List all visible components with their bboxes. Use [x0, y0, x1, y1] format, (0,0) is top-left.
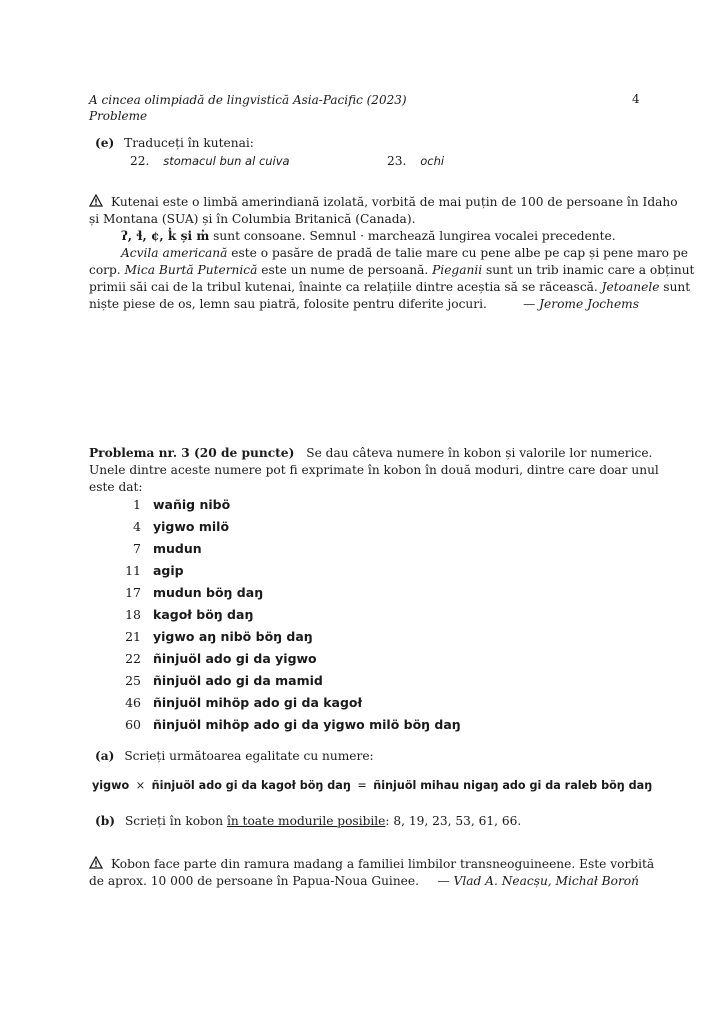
times-sign: ×: [135, 779, 146, 792]
intro-line: este dat:: [89, 480, 143, 494]
kobon-word: ñinjuöl ado gi da mamid: [153, 673, 323, 688]
equation-term: ñinjuöl ado gi da kagoł böŋ daŋ: [151, 779, 351, 792]
number-value: 18: [125, 607, 141, 622]
author-credit: — Jerome Jochems: [523, 297, 639, 311]
part-a-instruction: [95, 748, 374, 765]
problem-title: Problema nr. 3 (20 de puncte): [89, 446, 295, 460]
number-value: 25: [125, 673, 141, 688]
kobon-word: yigwo aŋ nibö böŋ daŋ: [153, 629, 313, 644]
kobon-word: ñinjuöl mihöp ado gi da yigwo milö böŋ daŋ: [153, 717, 461, 732]
part-e-instruction: [95, 135, 254, 152]
note-line: sunt consoane. Semnul · marchează lungirea vocalei precedente.: [209, 229, 616, 243]
kobon-word: ñinjuöl ado gi da yigwo: [153, 651, 317, 666]
part-b-instruction: [95, 813, 521, 830]
kobon-word: kagoł böŋ daŋ: [153, 607, 254, 622]
header-title: A cincea olimpiadă de lingvistică Asia-Pacific (2023): [89, 93, 407, 107]
equation-term: yigwo: [92, 779, 130, 792]
note-line: și Montana (SUA) și în Columbia Britanică (Canada).: [89, 212, 416, 226]
number-value: 11: [125, 563, 141, 578]
gloss-term: Acvila americană: [121, 246, 228, 260]
note-line: este o pasăre de pradă de talie mare cu pene albe pe cap și pene maro pe: [227, 246, 688, 260]
exercise-item-22: [130, 153, 290, 170]
part-a-text: Scrieți următoarea egalitate cu numere:: [124, 749, 374, 763]
page-number: 4: [632, 92, 640, 106]
part-b-label: (b): [95, 814, 116, 828]
part-a-label: (a): [95, 749, 115, 763]
number-value: 46: [125, 695, 141, 710]
exercise-item-23: [387, 153, 444, 170]
equals-sign: =: [357, 779, 367, 792]
note-line: Kutenai este o limbă amerindiană izolată, vorbită de mai puțin de 100 de persoane în Idaho: [111, 195, 678, 209]
note-line: de aprox. 10 000 de persoane în Papua-Noua Guinee.: [89, 874, 419, 888]
number-value: 1: [133, 497, 141, 512]
part-e-text: Traduceți în kutenai:: [124, 136, 254, 150]
number-value: 4: [133, 519, 141, 534]
number-value: 21: [125, 629, 141, 644]
intro-line: Unele dintre aceste numere pot fi exprimate în kobon în două moduri, dintre care doar unul: [89, 463, 659, 477]
underlined-phrase: în toate modurile posibile: [226, 814, 386, 828]
item-text: stomacul bun al cuiva: [163, 154, 290, 168]
kobon-note: [89, 856, 655, 890]
item-number: 22.: [130, 154, 150, 168]
note-line: corp.: [89, 263, 125, 277]
part-b-text: : 8, 19, 23, 53, 61, 66.: [385, 814, 522, 828]
consonant-symbols: ʔ, ɬ, ¢, k̓ și m̓: [121, 229, 210, 243]
note-line: sunt un trib inamic care a obținut: [482, 263, 695, 277]
warning-icon: [89, 856, 103, 869]
kobon-word: ñinjuöl mihöp ado gi da kagoł: [153, 695, 363, 710]
kobon-word: yigwo milö: [153, 519, 230, 534]
note-line: Kobon face parte din ramura madang a familiei limbilor transneoguineene. Este vorbită: [111, 857, 655, 871]
gloss-term: Pieganii: [432, 263, 483, 277]
note-line: este un nume de persoană.: [257, 263, 433, 277]
gloss-term: Mica Burtă Puternică: [124, 263, 258, 277]
note-line: niște piese de os, lemn sau piatră, folosite pentru diferite jocuri.: [89, 297, 487, 311]
note-line: primii săi cai de la tribul kutenai, înainte ca relațiile dintre aceștia să se răcească.: [89, 280, 602, 294]
part-b-text: Scrieți în kobon: [124, 814, 227, 828]
kobon-word: mudun: [153, 541, 202, 556]
intro-line: Se dau câteva numere în kobon și valorile lor numerice.: [306, 446, 653, 460]
kobon-number-list: [105, 497, 505, 742]
kobon-word: agip: [153, 563, 184, 578]
header-subtitle: Probleme: [89, 109, 148, 123]
gloss-term: Jetoanele: [601, 280, 660, 294]
item-number: 23.: [387, 154, 407, 168]
number-value: 60: [125, 717, 141, 732]
author-credit: — Vlad A. Neacșu, Michał Boroń: [437, 874, 639, 888]
kutenai-note: [89, 194, 695, 313]
warning-icon: [89, 194, 103, 207]
number-value: 7: [133, 541, 141, 556]
equation: [92, 779, 652, 792]
running-header: [89, 92, 407, 124]
kobon-word: wañig nibö: [153, 497, 231, 512]
note-line: sunt: [659, 280, 691, 294]
problem-3-intro: [89, 445, 659, 496]
equation-term: ñinjuöl mihau nigaŋ ado gi da raleb böŋ daŋ: [373, 779, 653, 792]
part-e-label: (e): [95, 136, 115, 150]
kobon-word: mudun böŋ daŋ: [153, 585, 264, 600]
item-text: ochi: [420, 154, 445, 168]
number-value: 17: [125, 585, 141, 600]
number-value: 22: [125, 651, 141, 666]
